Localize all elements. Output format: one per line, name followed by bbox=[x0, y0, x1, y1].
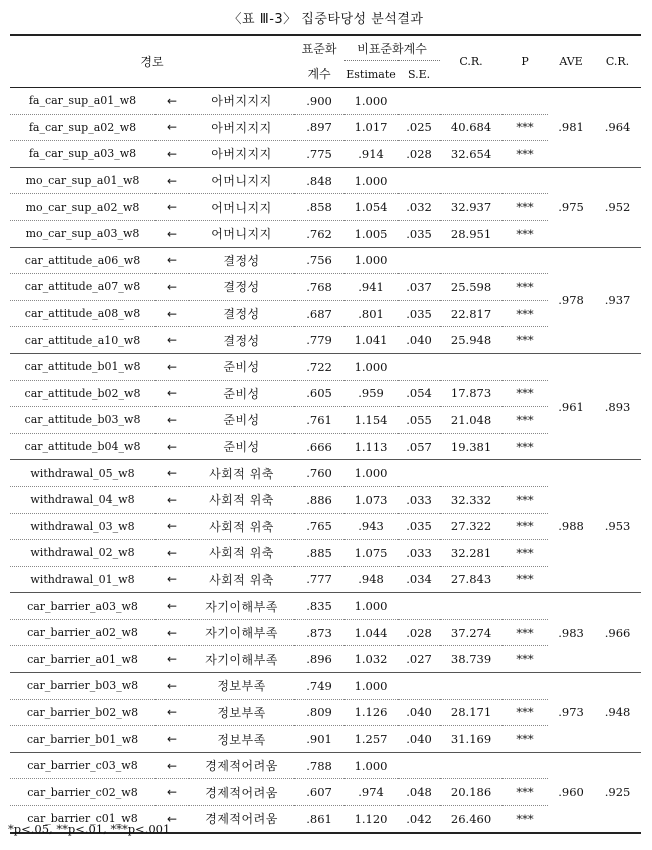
composite-cr-cell: .948 bbox=[594, 673, 641, 753]
indicator-cell: mo_car_sup_a01_w8 bbox=[10, 167, 155, 194]
arrow-cell: ← bbox=[155, 646, 189, 673]
table-row bbox=[10, 619, 641, 646]
p-cell: *** bbox=[502, 141, 548, 168]
se-cell bbox=[398, 88, 440, 115]
cr-cell bbox=[440, 353, 502, 380]
indicator-cell: car_attitude_a10_w8 bbox=[10, 327, 155, 354]
cr-cell: 17.873 bbox=[440, 380, 502, 407]
se-cell bbox=[398, 247, 440, 274]
p-cell: *** bbox=[502, 619, 548, 646]
cr-cell: 28.171 bbox=[440, 699, 502, 726]
cr-cell bbox=[440, 752, 502, 779]
arrow-cell: ← bbox=[155, 726, 189, 753]
arrow-cell: ← bbox=[155, 88, 189, 115]
estimate-cell: .941 bbox=[344, 274, 398, 301]
table-row bbox=[10, 726, 641, 753]
cr-cell: 20.186 bbox=[440, 779, 502, 806]
p-cell: *** bbox=[502, 114, 548, 141]
estimate-cell: 1.005 bbox=[344, 220, 398, 247]
se-cell: .035 bbox=[398, 300, 440, 327]
table-row bbox=[10, 540, 641, 567]
estimate-cell: .974 bbox=[344, 779, 398, 806]
std-coef-cell: .775 bbox=[294, 141, 344, 168]
cr-cell: 25.598 bbox=[440, 274, 502, 301]
std-coef-cell: .760 bbox=[294, 460, 344, 487]
p-cell: *** bbox=[502, 327, 548, 354]
cr-cell: 31.169 bbox=[440, 726, 502, 753]
se-cell: .033 bbox=[398, 486, 440, 513]
estimate-cell: 1.000 bbox=[344, 673, 398, 700]
table-row bbox=[10, 513, 641, 540]
p-cell: *** bbox=[502, 407, 548, 434]
construct-cell: 자기이해부족 bbox=[189, 593, 294, 620]
std-coef-cell: .749 bbox=[294, 673, 344, 700]
arrow-cell: ← bbox=[155, 167, 189, 194]
se-cell: .033 bbox=[398, 540, 440, 567]
indicator-cell: withdrawal_02_w8 bbox=[10, 540, 155, 567]
arrow-cell: ← bbox=[155, 194, 189, 221]
std-coef-cell: .779 bbox=[294, 327, 344, 354]
p-cell: *** bbox=[502, 486, 548, 513]
construct-cell: 결정성 bbox=[189, 247, 294, 274]
arrow-cell: ← bbox=[155, 619, 189, 646]
composite-cr-cell: .937 bbox=[594, 247, 641, 353]
std-coef-cell: .762 bbox=[294, 220, 344, 247]
cr-cell: 40.684 bbox=[440, 114, 502, 141]
construct-cell: 정보부족 bbox=[189, 726, 294, 753]
construct-cell: 경제적어려움 bbox=[189, 779, 294, 806]
estimate-cell: .914 bbox=[344, 141, 398, 168]
indicator-cell: car_attitude_a08_w8 bbox=[10, 300, 155, 327]
indicator-cell: car_barrier_b01_w8 bbox=[10, 726, 155, 753]
construct-cell: 준비성 bbox=[189, 407, 294, 434]
p-cell: *** bbox=[502, 433, 548, 460]
construct-cell: 어머니지지 bbox=[189, 167, 294, 194]
arrow-cell: ← bbox=[155, 752, 189, 779]
std-coef-cell: .861 bbox=[294, 806, 344, 833]
header-ave: AVE bbox=[548, 35, 594, 88]
se-cell: .037 bbox=[398, 274, 440, 301]
p-cell: *** bbox=[502, 779, 548, 806]
std-coef-cell: .896 bbox=[294, 646, 344, 673]
table-row bbox=[10, 752, 641, 779]
construct-cell: 경제적어려움 bbox=[189, 806, 294, 833]
se-cell bbox=[398, 460, 440, 487]
se-cell: .027 bbox=[398, 646, 440, 673]
construct-cell: 사회적 위축 bbox=[189, 486, 294, 513]
composite-cr-cell: .893 bbox=[594, 353, 641, 459]
se-cell bbox=[398, 752, 440, 779]
estimate-cell: 1.041 bbox=[344, 327, 398, 354]
p-cell: *** bbox=[502, 806, 548, 833]
std-coef-cell: .761 bbox=[294, 407, 344, 434]
indicator-cell: fa_car_sup_a01_w8 bbox=[10, 88, 155, 115]
se-cell: .035 bbox=[398, 513, 440, 540]
construct-cell: 결정성 bbox=[189, 300, 294, 327]
estimate-cell: 1.054 bbox=[344, 194, 398, 221]
header-composite-cr: C.R. bbox=[594, 35, 641, 88]
arrow-cell: ← bbox=[155, 540, 189, 567]
table-row bbox=[10, 114, 641, 141]
table-title: 〈표 Ⅲ-3〉 집중타당성 분석결과 bbox=[228, 12, 424, 27]
header-se: S.E. bbox=[398, 61, 440, 88]
arrow-cell: ← bbox=[155, 460, 189, 487]
indicator-cell: car_barrier_c02_w8 bbox=[10, 779, 155, 806]
indicator-cell: withdrawal_01_w8 bbox=[10, 566, 155, 593]
arrow-cell: ← bbox=[155, 141, 189, 168]
se-cell: .025 bbox=[398, 114, 440, 141]
se-cell bbox=[398, 353, 440, 380]
std-coef-cell: .777 bbox=[294, 566, 344, 593]
cr-cell: 32.654 bbox=[440, 141, 502, 168]
construct-cell: 결정성 bbox=[189, 327, 294, 354]
indicator-cell: car_attitude_a06_w8 bbox=[10, 247, 155, 274]
p-cell bbox=[502, 593, 548, 620]
std-coef-cell: .848 bbox=[294, 167, 344, 194]
indicator-cell: car_barrier_a03_w8 bbox=[10, 593, 155, 620]
indicator-cell: car_barrier_c03_w8 bbox=[10, 752, 155, 779]
construct-cell: 정보부족 bbox=[189, 699, 294, 726]
arrow-cell: ← bbox=[155, 247, 189, 274]
table-row bbox=[10, 220, 641, 247]
indicator-cell: withdrawal_03_w8 bbox=[10, 513, 155, 540]
std-coef-cell: .858 bbox=[294, 194, 344, 221]
cr-cell bbox=[440, 460, 502, 487]
ave-cell: .961 bbox=[548, 353, 594, 459]
construct-cell: 사회적 위축 bbox=[189, 566, 294, 593]
indicator-cell: withdrawal_04_w8 bbox=[10, 486, 155, 513]
construct-cell: 어머니지지 bbox=[189, 194, 294, 221]
construct-cell: 정보부족 bbox=[189, 673, 294, 700]
std-coef-cell: .607 bbox=[294, 779, 344, 806]
p-cell bbox=[502, 752, 548, 779]
estimate-cell: 1.120 bbox=[344, 806, 398, 833]
estimate-cell: 1.113 bbox=[344, 433, 398, 460]
cr-cell: 32.937 bbox=[440, 194, 502, 221]
p-cell: *** bbox=[502, 300, 548, 327]
table-row bbox=[10, 486, 641, 513]
indicator-cell: withdrawal_05_w8 bbox=[10, 460, 155, 487]
header-estimate: Estimate bbox=[344, 61, 398, 88]
arrow-cell: ← bbox=[155, 220, 189, 247]
arrow-cell: ← bbox=[155, 699, 189, 726]
composite-cr-cell: .953 bbox=[594, 460, 641, 593]
cr-cell bbox=[440, 167, 502, 194]
se-cell: .055 bbox=[398, 407, 440, 434]
cr-cell bbox=[440, 673, 502, 700]
indicator-cell: fa_car_sup_a02_w8 bbox=[10, 114, 155, 141]
construct-cell: 자기이해부족 bbox=[189, 646, 294, 673]
ave-cell: .978 bbox=[548, 247, 594, 353]
arrow-cell: ← bbox=[155, 274, 189, 301]
composite-cr-cell: .964 bbox=[594, 88, 641, 168]
arrow-cell: ← bbox=[155, 566, 189, 593]
table-row bbox=[10, 141, 641, 168]
std-coef-cell: .788 bbox=[294, 752, 344, 779]
arrow-cell: ← bbox=[155, 380, 189, 407]
std-coef-cell: .897 bbox=[294, 114, 344, 141]
indicator-cell: car_barrier_a02_w8 bbox=[10, 619, 155, 646]
p-cell: *** bbox=[502, 220, 548, 247]
construct-cell: 아버지지지 bbox=[189, 141, 294, 168]
std-coef-cell: .809 bbox=[294, 699, 344, 726]
arrow-cell: ← bbox=[155, 353, 189, 380]
estimate-cell: 1.000 bbox=[344, 593, 398, 620]
table-row bbox=[10, 353, 641, 380]
estimate-cell: 1.000 bbox=[344, 353, 398, 380]
p-cell: *** bbox=[502, 274, 548, 301]
std-coef-cell: .873 bbox=[294, 619, 344, 646]
arrow-cell: ← bbox=[155, 806, 189, 833]
estimate-cell: 1.154 bbox=[344, 407, 398, 434]
estimate-cell: 1.073 bbox=[344, 486, 398, 513]
cr-cell bbox=[440, 247, 502, 274]
header-std-line2: 계수 bbox=[294, 61, 344, 88]
cr-cell: 27.322 bbox=[440, 513, 502, 540]
estimate-cell: .959 bbox=[344, 380, 398, 407]
se-cell bbox=[398, 673, 440, 700]
indicator-cell: car_attitude_b01_w8 bbox=[10, 353, 155, 380]
convergent-validity-table bbox=[10, 34, 641, 834]
table-row bbox=[10, 247, 641, 274]
estimate-cell: 1.000 bbox=[344, 460, 398, 487]
estimate-cell: 1.000 bbox=[344, 752, 398, 779]
arrow-cell: ← bbox=[155, 433, 189, 460]
se-cell: .048 bbox=[398, 779, 440, 806]
indicator-cell: car_barrier_b03_w8 bbox=[10, 673, 155, 700]
table-row bbox=[10, 593, 641, 620]
composite-cr-cell: .925 bbox=[594, 752, 641, 832]
construct-cell: 아버지지지 bbox=[189, 88, 294, 115]
p-cell: *** bbox=[502, 194, 548, 221]
arrow-cell: ← bbox=[155, 486, 189, 513]
indicator-cell: car_attitude_b02_w8 bbox=[10, 380, 155, 407]
table-row bbox=[10, 327, 641, 354]
cr-cell bbox=[440, 88, 502, 115]
header-p: P bbox=[502, 35, 548, 88]
se-cell bbox=[398, 593, 440, 620]
se-cell: .057 bbox=[398, 433, 440, 460]
p-cell bbox=[502, 247, 548, 274]
construct-cell: 사회적 위축 bbox=[189, 460, 294, 487]
estimate-cell: 1.257 bbox=[344, 726, 398, 753]
se-cell: .054 bbox=[398, 380, 440, 407]
cr-cell: 22.817 bbox=[440, 300, 502, 327]
arrow-cell: ← bbox=[155, 779, 189, 806]
p-cell bbox=[502, 167, 548, 194]
cr-cell: 37.274 bbox=[440, 619, 502, 646]
estimate-cell: .801 bbox=[344, 300, 398, 327]
estimate-cell: 1.032 bbox=[344, 646, 398, 673]
composite-cr-cell: .966 bbox=[594, 593, 641, 673]
header-unstandardized: 비표준화계수 bbox=[344, 35, 440, 61]
std-coef-cell: .765 bbox=[294, 513, 344, 540]
se-cell bbox=[398, 167, 440, 194]
ave-cell: .981 bbox=[548, 88, 594, 168]
ave-cell: .983 bbox=[548, 593, 594, 673]
construct-cell: 준비성 bbox=[189, 380, 294, 407]
arrow-cell: ← bbox=[155, 593, 189, 620]
cr-cell: 26.460 bbox=[440, 806, 502, 833]
estimate-cell: 1.017 bbox=[344, 114, 398, 141]
std-coef-cell: .768 bbox=[294, 274, 344, 301]
construct-cell: 준비성 bbox=[189, 353, 294, 380]
table-row bbox=[10, 274, 641, 301]
se-cell: .035 bbox=[398, 220, 440, 247]
estimate-cell: .943 bbox=[344, 513, 398, 540]
cr-cell: 32.332 bbox=[440, 486, 502, 513]
cr-cell: 38.739 bbox=[440, 646, 502, 673]
cr-cell: 32.281 bbox=[440, 540, 502, 567]
construct-cell: 사회적 위축 bbox=[189, 540, 294, 567]
se-cell: .028 bbox=[398, 619, 440, 646]
cr-cell: 27.843 bbox=[440, 566, 502, 593]
estimate-cell: 1.126 bbox=[344, 699, 398, 726]
p-cell bbox=[502, 88, 548, 115]
table-row bbox=[10, 300, 641, 327]
table-row bbox=[10, 566, 641, 593]
se-cell: .028 bbox=[398, 141, 440, 168]
table-row bbox=[10, 167, 641, 194]
composite-cr-cell: .952 bbox=[594, 167, 641, 247]
p-cell: *** bbox=[502, 380, 548, 407]
ave-cell: .988 bbox=[548, 460, 594, 593]
arrow-cell: ← bbox=[155, 114, 189, 141]
std-coef-cell: .666 bbox=[294, 433, 344, 460]
p-cell: *** bbox=[502, 646, 548, 673]
indicator-cell: car_attitude_b04_w8 bbox=[10, 433, 155, 460]
table-row bbox=[10, 433, 641, 460]
construct-cell: 사회적 위축 bbox=[189, 513, 294, 540]
se-cell: .034 bbox=[398, 566, 440, 593]
indicator-cell: car_attitude_a07_w8 bbox=[10, 274, 155, 301]
estimate-cell: 1.000 bbox=[344, 247, 398, 274]
indicator-cell: car_barrier_a01_w8 bbox=[10, 646, 155, 673]
se-cell: .042 bbox=[398, 806, 440, 833]
std-coef-cell: .687 bbox=[294, 300, 344, 327]
arrow-cell: ← bbox=[155, 673, 189, 700]
header-path: 경로 bbox=[10, 35, 294, 88]
table-row bbox=[10, 779, 641, 806]
se-cell: .032 bbox=[398, 194, 440, 221]
arrow-cell: ← bbox=[155, 327, 189, 354]
indicator-cell: car_barrier_c01_w8 bbox=[10, 806, 155, 833]
p-cell: *** bbox=[502, 726, 548, 753]
se-cell: .040 bbox=[398, 699, 440, 726]
cr-cell: 21.048 bbox=[440, 407, 502, 434]
table-row bbox=[10, 460, 641, 487]
p-cell bbox=[502, 673, 548, 700]
significance-note: *p<.05, **p<.01, ***p<.001 bbox=[8, 822, 171, 836]
indicator-cell: mo_car_sup_a03_w8 bbox=[10, 220, 155, 247]
p-cell: *** bbox=[502, 540, 548, 567]
cr-cell: 25.948 bbox=[440, 327, 502, 354]
construct-cell: 어머니지지 bbox=[189, 220, 294, 247]
cr-cell: 19.381 bbox=[440, 433, 502, 460]
estimate-cell: 1.000 bbox=[344, 88, 398, 115]
estimate-cell: 1.000 bbox=[344, 167, 398, 194]
p-cell: *** bbox=[502, 566, 548, 593]
table-row bbox=[10, 380, 641, 407]
p-cell bbox=[502, 353, 548, 380]
cr-cell bbox=[440, 593, 502, 620]
std-coef-cell: .605 bbox=[294, 380, 344, 407]
arrow-cell: ← bbox=[155, 300, 189, 327]
construct-cell: 아버지지지 bbox=[189, 114, 294, 141]
estimate-cell: .948 bbox=[344, 566, 398, 593]
construct-cell: 자기이해부족 bbox=[189, 619, 294, 646]
ave-cell: .973 bbox=[548, 673, 594, 753]
std-coef-cell: .901 bbox=[294, 726, 344, 753]
construct-cell: 결정성 bbox=[189, 274, 294, 301]
arrow-cell: ← bbox=[155, 513, 189, 540]
table-row bbox=[10, 88, 641, 115]
std-coef-cell: .835 bbox=[294, 593, 344, 620]
table-row bbox=[10, 407, 641, 434]
se-cell: .040 bbox=[398, 327, 440, 354]
std-coef-cell: .722 bbox=[294, 353, 344, 380]
ave-cell: .975 bbox=[548, 167, 594, 247]
table-row bbox=[10, 699, 641, 726]
table-row bbox=[10, 646, 641, 673]
table-body bbox=[10, 88, 641, 833]
indicator-cell: mo_car_sup_a02_w8 bbox=[10, 194, 155, 221]
cr-cell: 28.951 bbox=[440, 220, 502, 247]
se-cell: .040 bbox=[398, 726, 440, 753]
std-coef-cell: .885 bbox=[294, 540, 344, 567]
p-cell: *** bbox=[502, 699, 548, 726]
table-row bbox=[10, 673, 641, 700]
indicator-cell: car_attitude_b03_w8 bbox=[10, 407, 155, 434]
ave-cell: .960 bbox=[548, 752, 594, 832]
indicator-cell: fa_car_sup_a03_w8 bbox=[10, 141, 155, 168]
header-std-line1: 표준화 bbox=[294, 35, 344, 61]
estimate-cell: 1.044 bbox=[344, 619, 398, 646]
indicator-cell: car_barrier_b02_w8 bbox=[10, 699, 155, 726]
table-row bbox=[10, 194, 641, 221]
std-coef-cell: .756 bbox=[294, 247, 344, 274]
header-cr: C.R. bbox=[440, 35, 502, 88]
table-header bbox=[10, 35, 641, 88]
estimate-cell: 1.075 bbox=[344, 540, 398, 567]
p-cell bbox=[502, 460, 548, 487]
construct-cell: 준비성 bbox=[189, 433, 294, 460]
construct-cell: 경제적어려움 bbox=[189, 752, 294, 779]
std-coef-cell: .900 bbox=[294, 88, 344, 115]
p-cell: *** bbox=[502, 513, 548, 540]
std-coef-cell: .886 bbox=[294, 486, 344, 513]
arrow-cell: ← bbox=[155, 407, 189, 434]
